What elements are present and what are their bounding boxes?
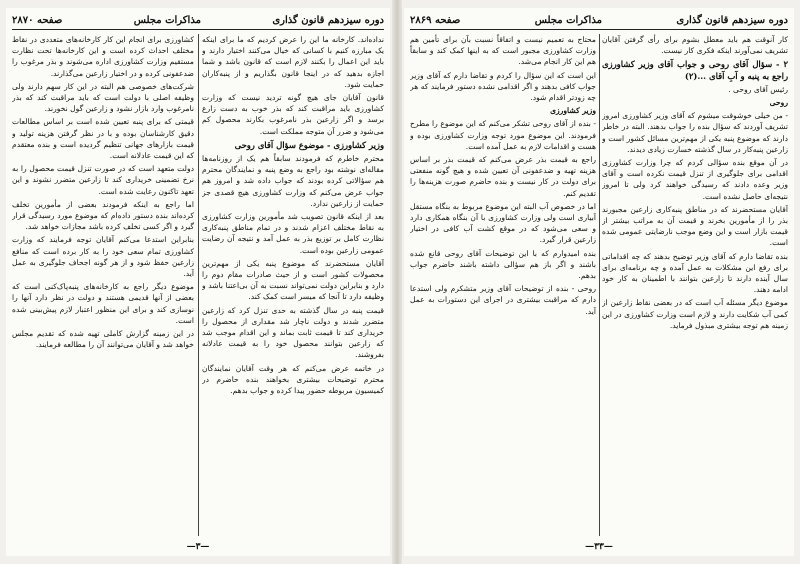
paragraph: در این زمینه گزارش کاملی تهیه شده که تقدیم مجلس خواهد شد و آقایان می‌توانند آن را مطالعه فرمایند. (12, 329, 194, 350)
right-page-header (410, 12, 788, 28)
paragraph: - بنده از آقای روحی تشکر می‌کنم که این موضوع را مطرح فرمودند. این موضوع مورد توجه وزارت کشاورزی بوده و هست و اقدامات لازم به عمل آمده است. (410, 119, 596, 151)
paragraph: - من خیلی خوشوقت میشوم که آقای وزیر کشاورزی امروز تشریف آوردند که سؤال بنده را جواب بدهند. البته در خاطر دارند که موضوع پنبه یکی از مهم‌ترین مسائل کشور است و زارعین پنبه‌کار در سال گذشته خسارت زیادی دیدند. (602, 111, 788, 154)
paragraph: کشاورزی برای انجام این کار کارخانه‌های متعددی در نقاط مختلف احداث کرده است و این کارخانه‌ها تحت نظارت مستقیم وزارت کشاورزی اداره می‌شوند و بذر مرغوب را ضدعفونی کرده و در اختیار زارعین می‌گذارند. (12, 35, 194, 78)
paragraph: رئیس آقای روحی . (728, 84, 788, 94)
paragraph: محترم خاطرم که فرمودند سابقاً هم یک از روزنامه‌ها مقاله‌ای نوشته بود راجع به وضع پنبه و نمایندگان محترم هم سؤالاتی کرده بودند که جواب داده شد و امروز هم جواب عرض می‌کنم که وزارت کشاورزی هیچ قصدی جز حمایت از زارعین ندارد. (202, 154, 384, 208)
paragraph: در خاتمه عرض می‌کنم که هر وقت آقایان نمایندگان محترم توضیحات بیشتری بخواهند بنده حاضرم در کمیسیون مربوطه حضور پیدا کرده و جواب بدهم. (202, 363, 384, 396)
right-running-title: مذاکرات مجلس (534, 14, 602, 26)
paragraph: محتاج به تعمیم نیست و اتفاقاً نسبت بآن برای تأمین هم وزارت کشاورزی مجبور است که به اینها کمک کند و سابقاً هم این کار انجام می‌شد. (410, 35, 596, 67)
paragraph: این است که این سؤال را کردم و تقاضا دارم که آقای وزیر جواب کافی بدهند و اگر اقدامی نشده دستور فرمایند که هر چه زودتر اقدام شود. (410, 70, 596, 103)
paragraph: قیمت پنبه در سال گذشته به حدی تنزل کرد که زارعین متضرر شدند و دولت ناچار شد مقداری از محصول را خریداری کند تا قیمت ثابت بماند و این اقدام موجب شد که زارعین بتوانند محصول خود را به قیمت عادلانه بفروشند. (202, 305, 384, 360)
speaker-name: روحی (769, 98, 788, 108)
paragraph: نداده‌اند. کارخانه ما این را عرض کردیم که ما برای اینکه یک مبارزه کنیم با کسانی که خیال می‌کنند اختیار دارند و باید این اعمال را بکنند لازم است که قانون باشد و شما اجازه بدهید که در اینجا قانون بگذاریم و از پنبه‌کاران حمایت شود. (202, 35, 384, 89)
paragraph: موضوع دیگر راجع به کارخانه‌های پنبه‌پاک‌کنی است که بعضی از آنها قدیمی هستند و دولت در نظر دارد آنها را نوسازی کند و برای این منظور اعتبار لازم پیش‌بینی شده است. (12, 282, 194, 325)
left-page-number: صفحه ۲۸۷۰ (12, 14, 63, 26)
paragraph: بنابراین استدعا می‌کنم آقایان توجه فرمایند که وزارت کشاورزی تمام سعی خود را به کار برده است که منافع زارعین حفظ شود و از هر گونه اجحاف جلوگیری به عمل آید. (12, 235, 194, 279)
paragraph: بنده تقاضا دارم که آقای وزیر توضیح بدهند که چه اقداماتی برای رفع این مشکلات به عمل آمده و چه برنامه‌ای برای سال آینده دارند تا زارعین بتوانند با اطمینان به کار خود ادامه دهند. (602, 251, 788, 295)
book-gutter (392, 0, 402, 564)
paragraph: دولت متعهد است که در صورت تنزل قیمت محصول را به نرخ تضمینی خریداری کند تا زارعین متضرر نشوند و این تعهد تاکنون رعایت شده است. (12, 164, 194, 196)
left-header-rule (12, 29, 384, 30)
left-page (6, 8, 390, 556)
right-header-rule (410, 29, 788, 30)
right-page-column-left (410, 34, 596, 536)
left-page-header (12, 12, 384, 28)
right-page-number: صفحه ۲۸۶۹ (410, 14, 461, 26)
paragraph: روحی - بنده از توضیحات آقای وزیر متشکرم ولی استدعا دارم که مراقبت بیشتری در اجرای این دستورات به عمل آید. (410, 284, 596, 316)
speaker-name: وزیر کشاورزی (550, 106, 596, 116)
right-session-title: دوره سیزدهم قانون گذاری (676, 14, 788, 26)
paragraph: موضوع دیگر مسئله آب است که در بعضی نقاط زارعین از کمی آب شکایت دارند و لازم است وزارت کشاورزی در این زمینه هم توجه بیشتری مبذول فرماید. (602, 298, 788, 330)
paragraph: شرکت‌های خصوصی هم البته در این کار سهم دارند ولی وظیفه اصلی با دولت است که باید مراقبت کند که بذر نامرغوب وارد بازار نشود و زارعین گول نخورند. (12, 81, 194, 114)
right-page (404, 8, 794, 556)
left-page-folio: —۳— (186, 542, 210, 552)
left-session-title: دوره سیزدهم قانون گذاری (272, 14, 384, 26)
paragraph: قیمتی که برای پنبه تعیین شده است بر اساس مطالعات دقیق کارشناسان بوده و با در نظر گرفتن هزینه تولید و قیمت بازارهای جهانی تنظیم گردیده است و بنده معتقدم که این قیمت عادلانه است. (12, 117, 194, 161)
paragraph: در آن موقع بنده سؤالی کردم که چرا وزارت کشاورزی اقدامی برای جلوگیری از تنزل قیمت نکرده است و آقای وزیر وعده دادند که رسیدگی خواهند کرد ولی تا امروز نتیجه‌ای حاصل نشده است. (602, 158, 788, 201)
paragraph: بعد از اینکه قانون تصویب شد مأمورین وزارت کشاورزی به نقاط مختلف اعزام شدند و در تمام مناطق پنبه‌کاری نظارت کامل بر توزیع بذر به عمل آمد و نتیجه آن رضایت عمومی زارعین بوده است. (202, 212, 384, 255)
right-column-divider (599, 34, 600, 536)
section-heading: وزیر کشاورزی - موضوع سؤال آقای روحی (234, 139, 384, 150)
paragraph: اما راجع به اینکه فرمودند بعضی از مأمورین تخلف کرده‌اند بنده دستور داده‌ام که موضوع مورد رسیدگی قرار گیرد و اگر کسی تخلف کرده باشد مجازات خواهد شد. (12, 199, 194, 232)
left-page-column-right (202, 34, 384, 536)
left-column-divider (198, 34, 199, 536)
section-heading: ۲ - سؤال آقای روحی و جواب آقای وزیر کشاورزی راجع به پنبه و آبِ آقای ...(۲) (602, 59, 788, 81)
right-page-column-right (602, 34, 788, 536)
paragraph: آقایان مستحضرند که در مناطق پنبه‌کاری زارعین مجبورند بذر را از مأمورین بخرند و قیمت آن به مراتب بیشتر از قیمت بازار است و این وضع موجب نارضایتی عمومی شده است. (602, 204, 788, 248)
paragraph: اما در خصوص آب البته این موضوع مربوط به بنگاه مستقل آبیاری است ولی وزارت کشاورزی با آن بنگاه همکاری دارد و سعی می‌شود که در موقع کشت آب کافی در اختیار زارعین قرار گیرد. (410, 201, 596, 245)
paragraph: قانون آقایان جای هیچ گونه تردید نیست که وزارت کشاورزی باید مراقبت کند که بذر خوب به دست زارع برسد و اگر زارعین بذر نامرغوب بکارند محصول کم می‌شود و ضرر آن متوجه مملکت است. (202, 93, 384, 136)
left-running-title: مذاکرات مجلس (133, 14, 201, 26)
paragraph: بنده امیدوارم که با این توضیحات آقای روحی قانع شده باشند و اگر باز هم سؤالی داشته باشند حاضرم جواب بدهم. (410, 248, 596, 281)
paragraph: راجع به قیمت بذر عرض می‌کنم که قیمت بذر بر اساس هزینه تهیه و ضدعفونی آن تعیین شده و هیچ گونه منفعتی برای دولت در کار نیست و بنده حاضرم صورت هزینه‌ها را تقدیم کنم. (410, 155, 596, 198)
right-page-folio: —۳۳— (585, 542, 613, 552)
paragraph: کار آنوقت هم باید معطل بشوم برای رأی گرفتن آقایان تشریف نمی‌آورند اینکه فکری کار نیست. (602, 35, 788, 56)
left-page-column-left (12, 34, 194, 536)
paragraph: آقایان مستحضرند که موضوع پنبه یکی از مهم‌ترین محصولات کشور است و از حیث صادرات مقام دوم را دارد و بنابراین دولت نمی‌تواند نسبت به آن بی‌اعتنا باشد و وظیفه دارد تا آنجا که میسر است کمک کند. (202, 258, 384, 302)
